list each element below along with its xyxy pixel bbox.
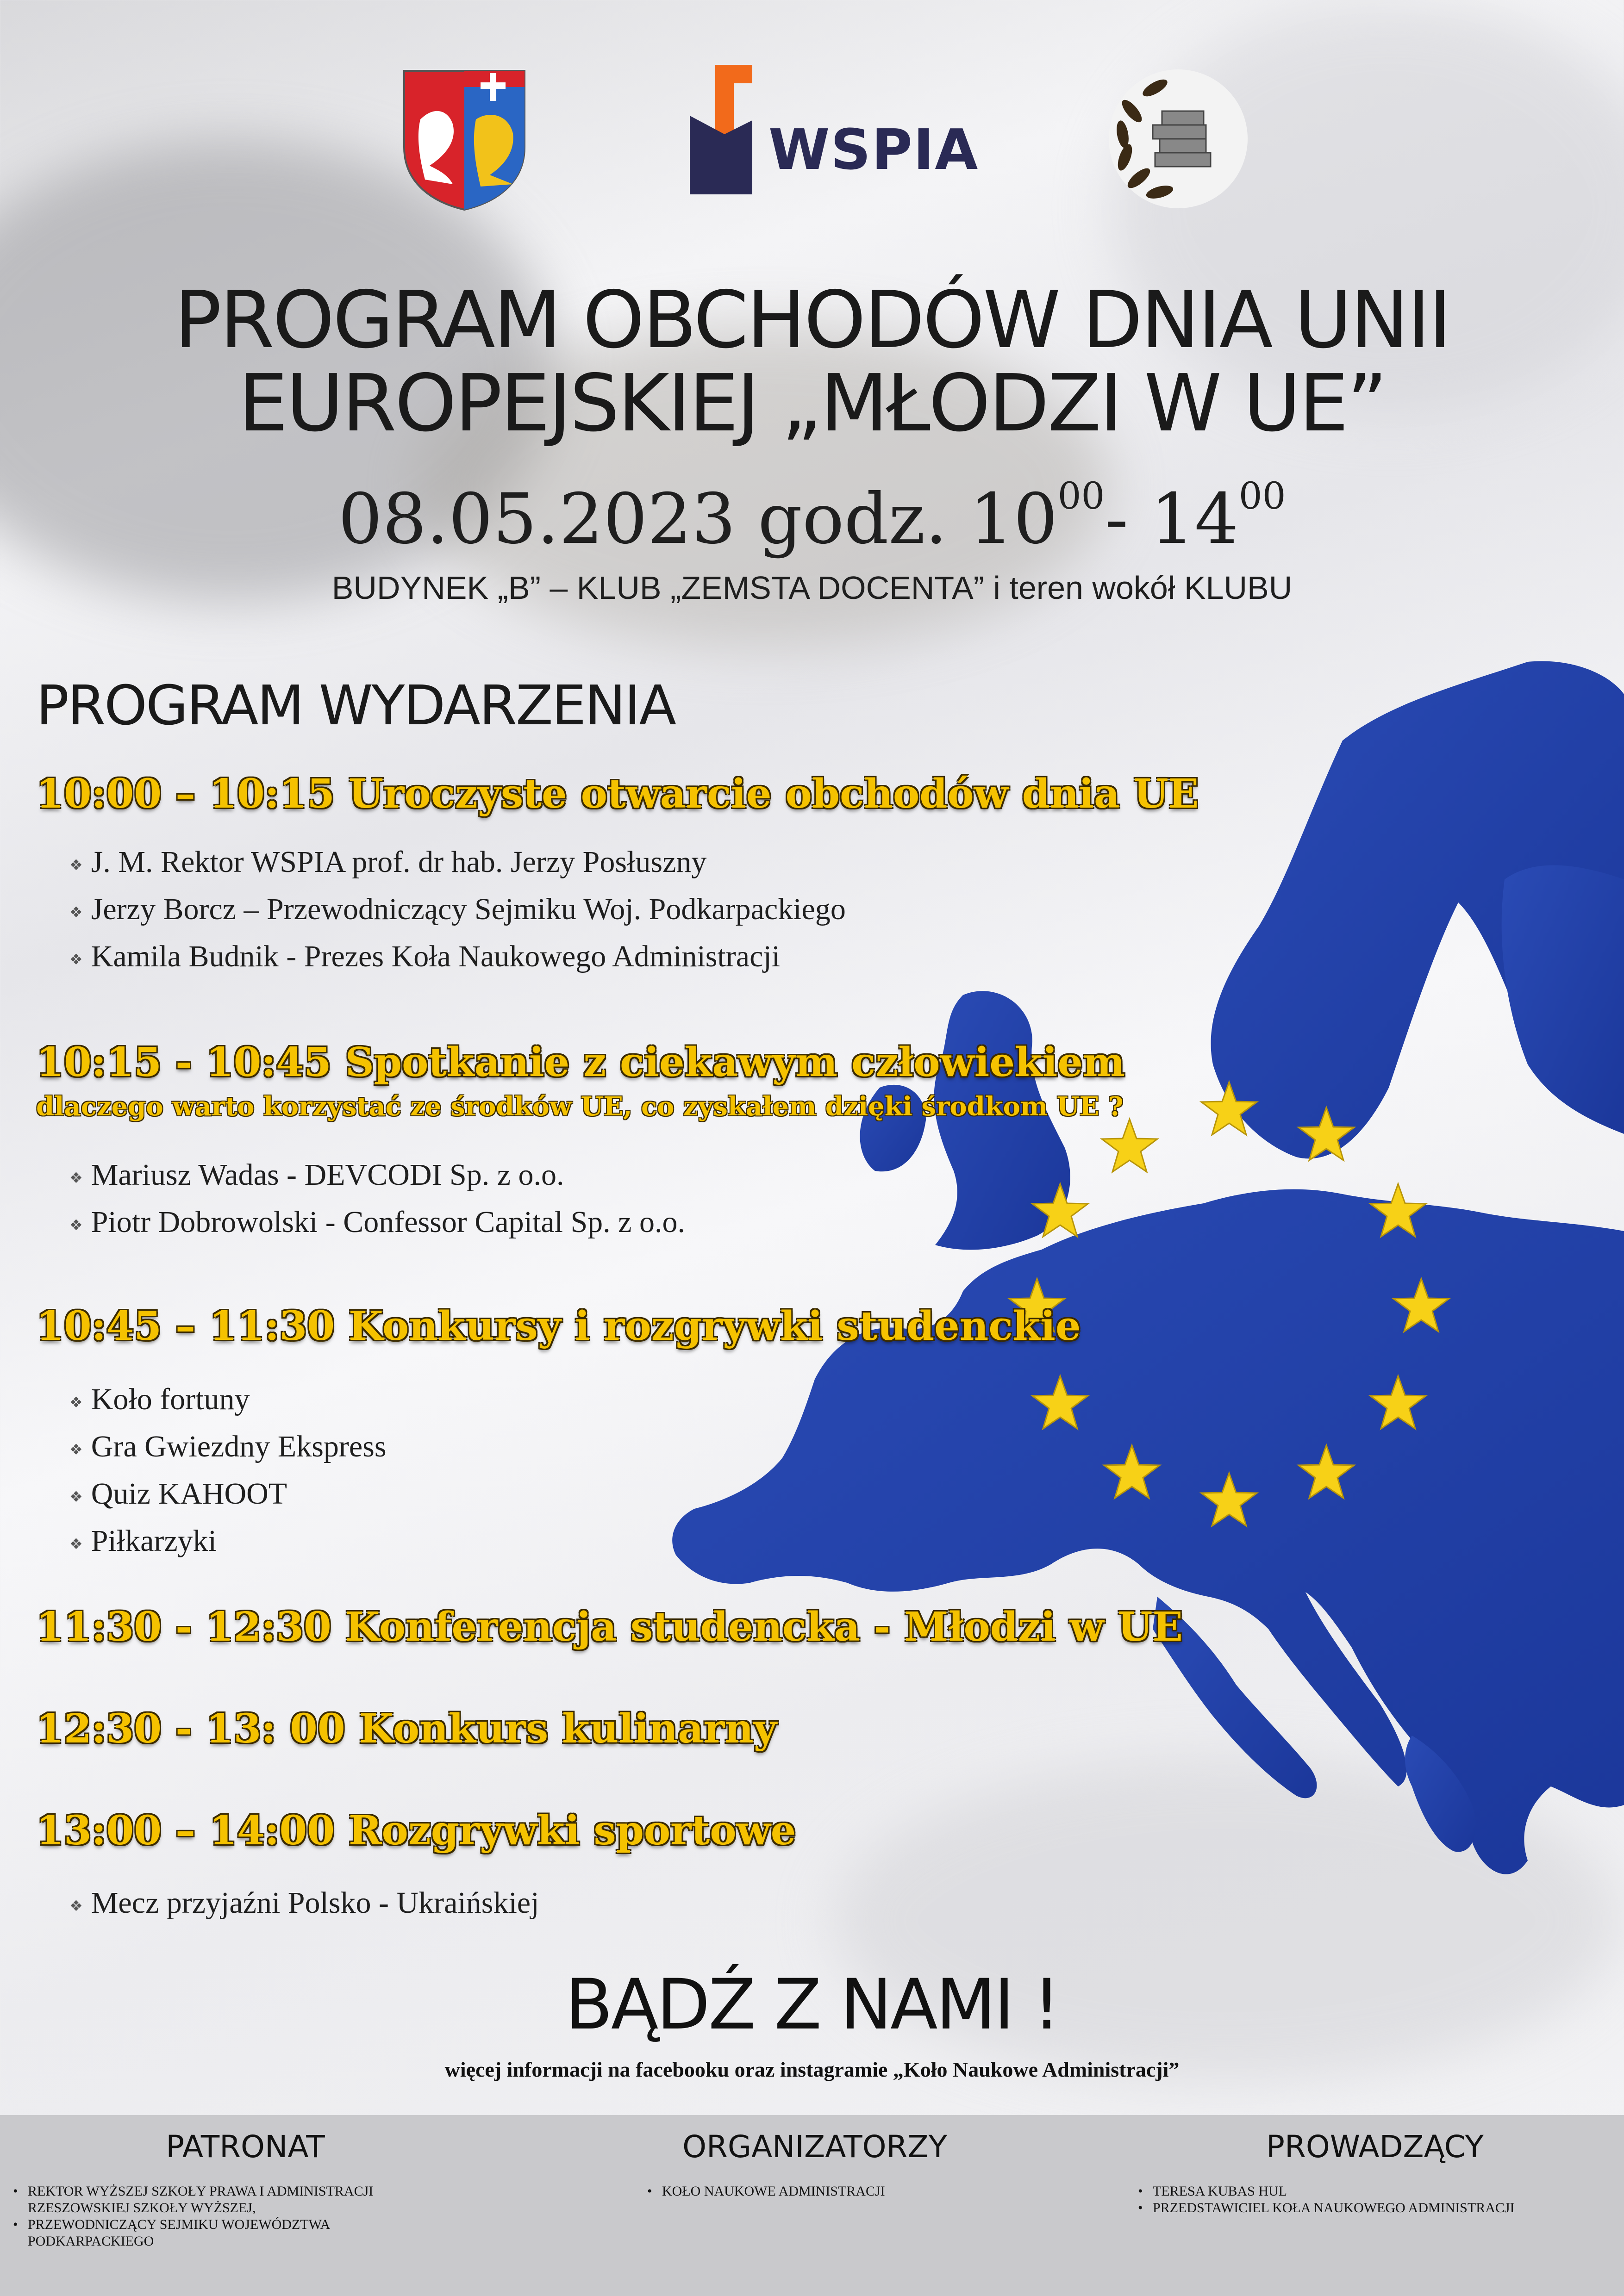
program-slot-subtitle: dlaczego warto korzystać ze środków UE, co zyskałem dzięki środkom UE ? [36, 1091, 1124, 1122]
program-slot-title: 11:30 - 12:30 Konferencja studencka - Młodzi w UE [36, 1604, 1183, 1650]
list-item: ❖ Mariusz Wadas - DEVCODI Sp. z o.o. [69, 1151, 685, 1199]
program-slot-items [69, 1879, 539, 1927]
program-slot-title: 13:00 – 14:00 Rozgrywki sportowe [36, 1807, 796, 1854]
list-item: ❖ Gra Gwiezdny Ekspress [69, 1423, 387, 1470]
patronat-list [9, 2183, 454, 2250]
list-item: ❖ J. M. Rektor WSPIA prof. dr hab. Jerzy Posłuszny [69, 839, 846, 886]
event-date-main: 08.05.2023 godz. 10 [338, 479, 1058, 560]
wspia-logo-text: WSPIA [768, 118, 979, 182]
list-item: ❖ Kamila Budnik - Prezes Koła Naukowego Administracji [69, 933, 846, 980]
list-item: • REKTOR WYŻSZEJ SZKOŁY PRAWA I ADMINISTRACJI RZESZOWSKIEJ SZKOŁY WYŻSZEJ, [9, 2183, 454, 2216]
program-slot-title: 12:30 - 13: 00 Konkurs kulinarny [36, 1705, 777, 1752]
program-slot-items [69, 1376, 387, 1565]
start-minutes: 00 [1057, 474, 1105, 517]
event-venue: BUDYNEK „B” – KLUB „ZEMSTA DOCENTA” i teren wokół KLUBU [331, 570, 1293, 606]
end-minutes: 00 [1238, 474, 1286, 517]
program-slot-title: 10:45 – 11:30 Konkursy i rozgrywki studenckie [36, 1303, 1081, 1350]
join-us-heading: BĄDŹ Z NAMI ! [565, 1965, 1059, 2045]
map-finland [1502, 865, 1624, 1134]
footer-patronat [9, 2115, 481, 2250]
map-mainland [672, 1189, 1624, 1874]
list-item: ❖ Koło fortuny [69, 1376, 387, 1423]
page-title-line2: EUROPEJSKIEJ „MŁODZI W UE” [238, 358, 1386, 449]
event-time-separator: - 14 [1105, 479, 1239, 560]
program-slot-title: 10:15 - 10:45 Spotkanie z ciekawym człowiekiem [36, 1039, 1125, 1086]
list-item: • TERESA KUBAS HUL [1134, 2183, 1616, 2200]
program-slot-items [69, 839, 846, 980]
list-item: ❖ Jerzy Borcz – Przewodniczący Sejmiku Woj. Podkarpackiego [69, 886, 846, 933]
footer-prowadzacy [1134, 2115, 1616, 2216]
list-item: ❖ Mecz przyjaźni Polsko - Ukraińskiej [69, 1879, 539, 1927]
prowadzacy-heading: PROWADZĄCY [1266, 2129, 1484, 2165]
program-heading: PROGRAM WYDARZENIA [36, 673, 675, 737]
list-item: ❖ Piłkarzyki [69, 1518, 387, 1565]
page-title-line1: PROGRAM OBCHODÓW DNIA UNII [174, 274, 1450, 366]
list-item: • KOŁO NAUKOWE ADMINISTRACJI [643, 2183, 1018, 2200]
list-item: ❖ Piotr Dobrowolski - Confessor Capital Sp. z o.o. [69, 1199, 685, 1246]
event-date-time [0, 474, 1624, 560]
wspia-logo-icon [690, 65, 752, 194]
eu-star [1102, 1119, 1157, 1172]
patronat-heading: PATRONAT [166, 2129, 325, 2165]
podkarpackie-coat-of-arms-logo [402, 68, 527, 212]
program-slot-items [69, 1151, 685, 1246]
list-item: • PRZEDSTAWICIEL KOŁA NAUKOWEGO ADMINISTRACJI [1134, 2200, 1616, 2216]
kolo-naukowe-administracji-logo [1104, 65, 1252, 213]
prowadzacy-list [1134, 2183, 1616, 2216]
list-item: ❖ Quiz KAHOOT [69, 1470, 387, 1518]
footer-organizatorzy [611, 2115, 1018, 2200]
more-info-text: więcej informacji na facebooku oraz instagramie „Koło Naukowe Administracji” [444, 2058, 1180, 2081]
list-item: • PRZEWODNICZĄCY SEJMIKU WOJEWÓDZTWA PODKARPACKIEGO [9, 2216, 454, 2250]
footer-panel [0, 2115, 1624, 2296]
organizatorzy-heading: ORGANIZATORZY [682, 2129, 947, 2165]
organizatorzy-list [611, 2183, 1018, 2200]
program-slot-title: 10:00 – 10:15 Uroczyste otwarcie obchodów dnia UE [36, 771, 1199, 817]
